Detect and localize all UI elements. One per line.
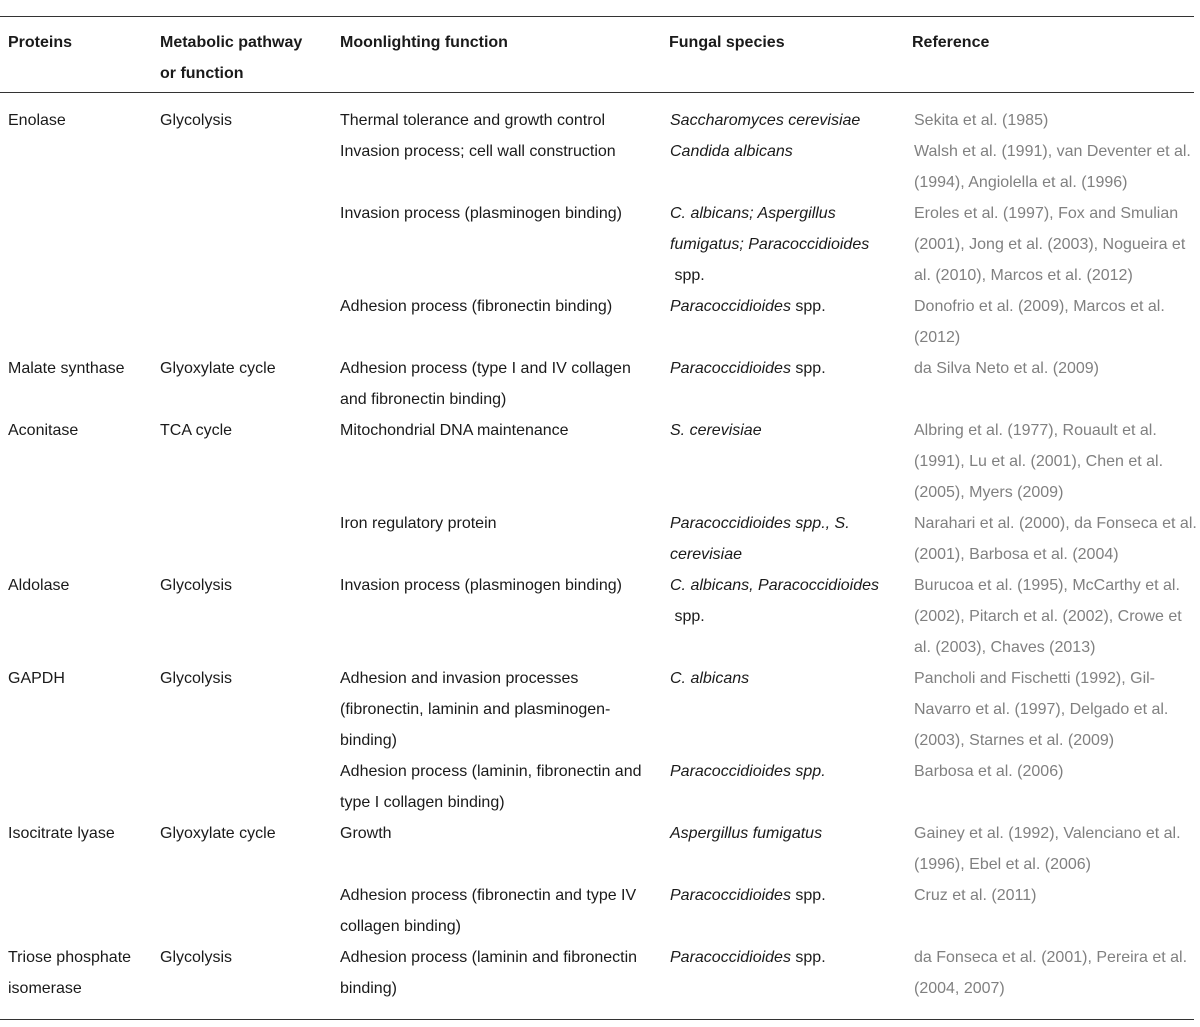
fungal-species-cell xyxy=(662,415,906,446)
fungal-species-cell xyxy=(662,942,906,973)
table-bottom-rule xyxy=(0,1019,1194,1020)
fungal-species-cell xyxy=(662,136,906,167)
fungal-species-cell xyxy=(662,508,906,570)
pathway-cell: Glycolysis xyxy=(160,112,233,129)
protein-cell: Aldolase xyxy=(8,577,70,594)
reference-cell: Walsh et al. (1991), van Deventer et al. (1994), Angiolella et al. (1996) xyxy=(914,143,1191,191)
pathway-cell: TCA cycle xyxy=(160,422,233,439)
species-name-italic: Paracoccidioides xyxy=(670,360,791,377)
moonlighting-function-cell: Adhesion process (type I and IV collagen and fibronectin binding) xyxy=(340,360,631,408)
table-row xyxy=(0,353,1200,415)
header-fungal-species: Fungal species xyxy=(669,34,785,51)
reference-cell: Eroles et al. (1997), Fox and Smulian (2001), Jong et al. (2003), Nogueira et al. (2010), Marcos et al. (2012) xyxy=(914,205,1186,284)
moonlighting-function-cell: Adhesion and invasion processes (fibronectin, laminin and plasminogen-binding) xyxy=(340,670,611,749)
header-pathway xyxy=(160,27,302,89)
function-entry xyxy=(332,105,1200,136)
reference-cell: Narahari et al. (2000), da Fonseca et al. (2001), Barbosa et al. (2004) xyxy=(914,515,1197,563)
reference-cell: Barbosa et al. (2006) xyxy=(914,763,1064,780)
table-header-rule xyxy=(0,92,1194,93)
fungal-species-cell xyxy=(662,756,906,787)
function-entry xyxy=(332,415,1200,508)
species-suffix: spp. xyxy=(790,360,826,377)
species-suffix: spp. xyxy=(670,267,705,284)
table-header-row xyxy=(0,27,1200,87)
species-name-italic: Candida albicans xyxy=(670,143,793,160)
table-row xyxy=(0,105,1200,353)
protein-cell: GAPDH xyxy=(8,670,65,687)
species-name-italic: Paracoccidioides spp. xyxy=(670,763,826,780)
moonlighting-function-cell: Thermal tolerance and growth control xyxy=(340,112,606,129)
species-name-italic: C. albicans xyxy=(670,670,750,687)
species-suffix: spp. xyxy=(790,887,826,904)
function-entry xyxy=(332,291,1200,353)
moonlighting-function-cell: Adhesion process (laminin and fibronectin binding) xyxy=(340,949,638,997)
moonlighting-function-cell: Adhesion process (fibronectin and type IV collagen binding) xyxy=(340,887,637,935)
function-entry xyxy=(332,880,1200,942)
species-name-italic: C. albicans; Aspergillus fumigatus; Paracoccidioides xyxy=(670,205,870,253)
fungal-species-cell xyxy=(662,105,906,136)
table-row xyxy=(0,663,1200,818)
function-entry xyxy=(332,756,1200,818)
pathway-cell: Glycolysis xyxy=(160,949,233,966)
function-entry xyxy=(332,198,1200,291)
fungal-species-cell xyxy=(662,198,906,291)
header-reference: Reference xyxy=(912,34,990,51)
species-name-italic: Paracoccidioides xyxy=(670,298,791,315)
reference-cell: Burucoa et al. (1995), McCarthy et al. (2002), Pitarch et al. (2002), Crowe et al. (2003), Chaves (2013) xyxy=(914,577,1182,656)
species-name-italic: C. albicans, Paracoccidioides xyxy=(670,577,879,594)
function-entries xyxy=(332,105,1200,353)
moonlighting-function-cell: Iron regulatory protein xyxy=(340,515,497,532)
function-entry xyxy=(332,136,1200,198)
function-entry xyxy=(332,663,1200,756)
protein-cell: Triose phosphate isomerase xyxy=(8,949,132,997)
protein-cell: Enolase xyxy=(8,112,66,129)
reference-cell: Cruz et al. (2011) xyxy=(914,887,1037,904)
protein-cell: Aconitase xyxy=(8,422,79,439)
function-entry xyxy=(332,570,1200,663)
species-name-italic: Aspergillus fumigatus xyxy=(670,825,823,842)
fungal-species-cell xyxy=(662,663,906,694)
moonlighting-function-cell: Adhesion process (fibronectin binding) xyxy=(340,298,613,315)
moonlighting-function-cell: Invasion process (plasminogen binding) xyxy=(340,577,622,594)
table-row xyxy=(0,818,1200,942)
function-entries xyxy=(332,415,1200,570)
table-body xyxy=(0,105,1200,1004)
table-row xyxy=(0,570,1200,663)
pathway-cell: Glycolysis xyxy=(160,670,233,687)
function-entries xyxy=(332,570,1200,663)
fungal-species-cell xyxy=(662,818,906,849)
function-entry xyxy=(332,508,1200,570)
reference-cell: da Fonseca et al. (2001), Pereira et al. (2004, 2007) xyxy=(914,949,1188,997)
moonlighting-function-cell: Invasion process; cell wall construction xyxy=(340,143,616,160)
pathway-cell: Glyoxylate cycle xyxy=(160,825,276,842)
function-entry xyxy=(332,942,1200,1004)
species-name-italic: S. cerevisiae xyxy=(670,422,762,439)
header-pathway-line2: or function xyxy=(160,65,244,82)
pathway-cell: Glycolysis xyxy=(160,577,233,594)
moonlighting-function-cell: Invasion process (plasminogen binding) xyxy=(340,205,622,222)
header-proteins: Proteins xyxy=(8,34,73,51)
species-suffix: spp. xyxy=(790,949,826,966)
protein-cell: Malate synthase xyxy=(8,360,125,377)
moonlighting-function-cell: Mitochondrial DNA maintenance xyxy=(340,422,569,439)
species-name-italic: Saccharomyces cerevisiae xyxy=(670,112,861,129)
table-row xyxy=(0,942,1200,1004)
species-name-italic: Paracoccidioides xyxy=(670,949,791,966)
reference-cell: Donofrio et al. (2009), Marcos et al. (2012) xyxy=(914,298,1165,346)
reference-cell: Albring et al. (1977), Rouault et al. (1991), Lu et al. (2001), Chen et al. (2005), Myers (2009) xyxy=(914,422,1164,501)
table-row xyxy=(0,415,1200,570)
protein-cell: Isocitrate lyase xyxy=(8,825,115,842)
moonlighting-function-cell: Adhesion process (laminin, fibronectin and type I collagen binding) xyxy=(340,763,642,811)
reference-cell: Pancholi and Fischetti (1992), Gil-Navarro et al. (1997), Delgado et al. (2003), Starnes et al. (2009) xyxy=(914,670,1169,749)
fungal-species-cell xyxy=(662,570,906,632)
function-entries xyxy=(332,818,1200,942)
species-suffix: spp. xyxy=(790,298,826,315)
reference-cell: Sekita et al. (1985) xyxy=(914,112,1049,129)
header-pathway-line1: Metabolic pathway xyxy=(160,34,303,51)
function-entries xyxy=(332,942,1200,1004)
pathway-cell: Glyoxylate cycle xyxy=(160,360,276,377)
function-entries xyxy=(332,353,1200,415)
fungal-species-cell xyxy=(662,291,906,322)
species-name-italic: Paracoccidioides spp., S. cerevisiae xyxy=(670,515,850,563)
fungal-species-cell xyxy=(662,880,906,911)
species-name-italic: Paracoccidioides xyxy=(670,887,791,904)
header-moonlighting-function: Moonlighting function xyxy=(340,34,508,51)
function-entries xyxy=(332,663,1200,818)
fungal-species-cell xyxy=(662,353,906,384)
reference-cell: Gainey et al. (1992), Valenciano et al. (1996), Ebel et al. (2006) xyxy=(914,825,1181,873)
function-entry xyxy=(332,818,1200,880)
reference-cell: da Silva Neto et al. (2009) xyxy=(914,360,1099,377)
moonlighting-function-cell: Growth xyxy=(340,825,392,842)
table-top-rule xyxy=(0,16,1194,17)
function-entry xyxy=(332,353,1200,415)
species-suffix: spp. xyxy=(670,608,705,625)
